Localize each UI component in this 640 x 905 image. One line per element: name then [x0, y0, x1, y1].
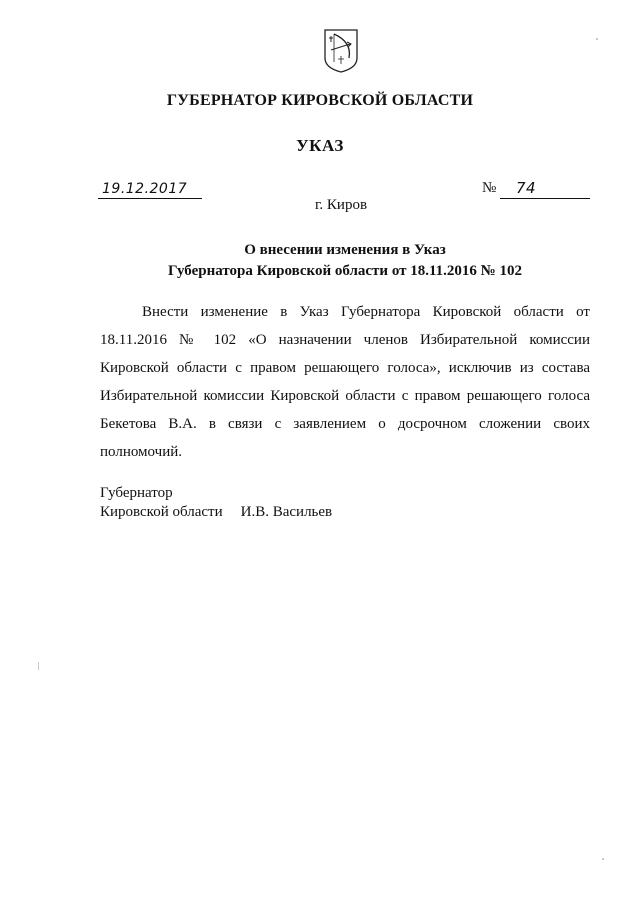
signatory-region: Кировской области	[100, 504, 223, 520]
signatory-position: Губернатор	[100, 485, 173, 501]
document-type-title: УКАЗ	[296, 136, 344, 155]
number-field	[500, 176, 590, 199]
body-line: Кировской области с правом решающего голоса», исключив из состава	[100, 360, 590, 376]
number-sign-label: №	[482, 180, 497, 196]
decree-subject	[0, 240, 640, 282]
body-line: Внести изменение в Указ Губернатора Кировской области от	[142, 304, 590, 320]
signatory-name: И.В. Васильев	[240, 504, 333, 520]
subject-line: О внесении изменения в Указ	[244, 242, 446, 258]
scan-speck	[596, 38, 598, 40]
signature-block	[100, 484, 332, 522]
body-line: Избирательной комиссии Кировской области с правом решающего голоса	[100, 388, 590, 404]
body-line: 18.11.2016 № 102 «О назначении членов Избирательной комиссии	[100, 332, 590, 348]
subject-line: Губернатора Кировской области от 18.11.2016 № 102	[168, 263, 522, 279]
date-field	[98, 176, 202, 199]
scan-speck	[38, 662, 39, 670]
body-line: Бекетова В.А. в связи с заявлением о досрочном сложении своих	[100, 416, 590, 432]
coat-of-arms-icon	[323, 28, 359, 74]
handwritten-number: 74	[516, 179, 537, 197]
city-label: г. Киров	[314, 197, 368, 213]
scan-speck	[602, 858, 604, 860]
decree-body	[100, 298, 590, 466]
authority-title: ГУБЕРНАТОР КИРОВСКОЙ ОБЛАСТИ	[166, 92, 474, 109]
body-line: полномочий.	[100, 444, 183, 460]
handwritten-date: 19.12.2017	[102, 181, 188, 197]
